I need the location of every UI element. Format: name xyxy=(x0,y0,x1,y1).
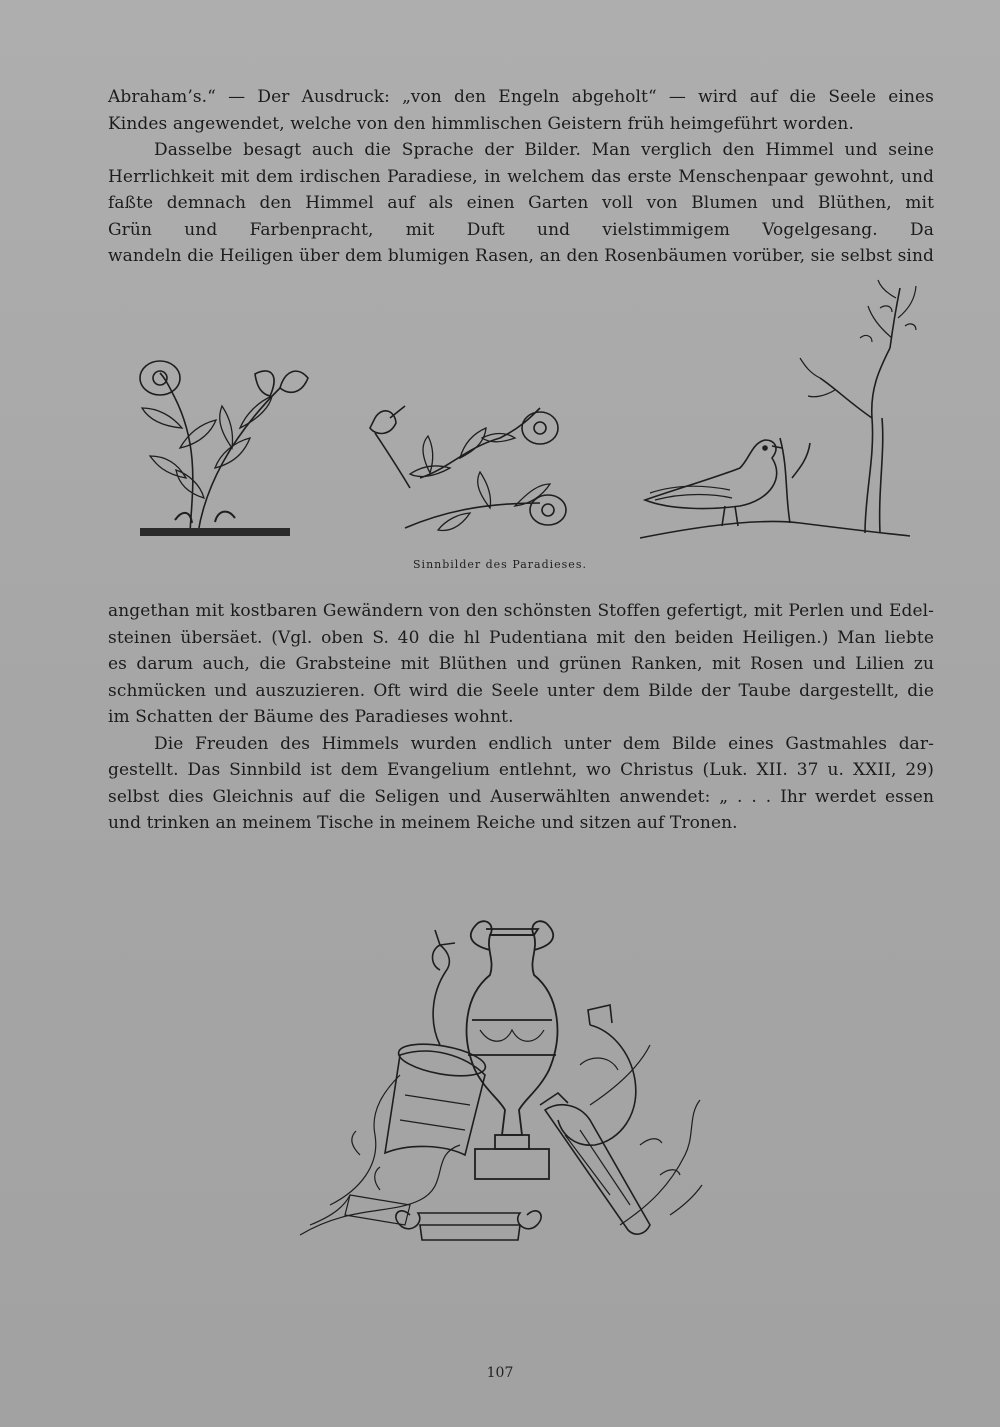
text-line: Kindes angewendet, welche von den himmlischen Geistern früh heimgeführt worden. xyxy=(108,113,854,134)
text-line: im Schatten der Bäume des Paradieses wohnt. xyxy=(108,707,514,727)
fallen-amphora-right xyxy=(540,1093,650,1234)
dove-and-tree xyxy=(640,280,916,538)
flower-plant-left xyxy=(140,361,308,536)
text-line: faßte demnach den Himmel auf als einen Garten voll von Blumen und Blüthen, mit xyxy=(108,193,934,213)
text-line: Grün und Farbenpracht, mit Duft und vielstimmigem Vogelgesang. Da xyxy=(108,219,934,240)
text-line: Dasselbe besagt auch die Sprache der Bilder. Man verglich den Himmel und seine xyxy=(154,140,934,160)
foliage xyxy=(300,1045,702,1235)
jug-left xyxy=(433,930,456,1045)
text-line: selbst dies Gleichnis auf die Seligen und Auserwählten anwendet: „ . . . Ihr werdet essen xyxy=(108,786,934,807)
text-line: Abraham’s.“ — Der Ausdruck: „von den Engeln abgeholt“ — wird auf die Seele eines xyxy=(108,87,934,107)
flowering-branch-middle xyxy=(370,406,566,530)
round-vase-right xyxy=(558,1005,636,1145)
text-line: Die Freuden des Himmels wurden endlich unter dem Bilde eines Gastmahles dar- xyxy=(154,733,934,754)
figure-caption: Sinnbilder des Paradieses. xyxy=(413,558,587,571)
column-capital xyxy=(345,1195,541,1240)
central-amphora xyxy=(467,921,558,1179)
page-number: 107 xyxy=(486,1365,514,1381)
text-line: Herrlichkeit mit dem irdischen Paradiese, in welchem das erste Menschenpaar gewohnt, und xyxy=(108,166,934,187)
text-line: es darum auch, die Grabsteine mit Blüthen und grünen Ranken, mit Rosen und Lilien zu xyxy=(108,654,934,674)
vessels-vignette-illustration xyxy=(290,905,710,1265)
text-line: wandeln die Heiligen über dem blumigen Rasen, an den Rosenbäumen vorüber, sie selbst sind xyxy=(108,246,934,266)
text-line: angethan mit kostbaren Gewändern von den schönsten Stoffen gefertigt, mit Perlen und Edel- xyxy=(108,601,934,621)
text-line: gestellt. Das Sinnbild ist dem Evangelium entlehnt, wo Christus (Luk. XII. 37 u. XXII, 29) xyxy=(108,760,934,780)
text-line: und trinken an meinem Tische in meinem Reiche und sitzen auf Tronen. xyxy=(108,813,738,833)
text-line: steinen übersäet. (Vgl. oben S. 40 die hl Pudentiana mit den beiden Heiligen.) Man liebte xyxy=(108,627,934,648)
fallen-cylinder-left xyxy=(385,1039,488,1155)
text-block-bottom xyxy=(108,598,934,837)
paradise-emblems-illustration xyxy=(120,278,920,563)
text-line: schmücken und auszuzieren. Oft wird die Seele unter dem Bilde der Taube dargestellt, die xyxy=(108,680,934,701)
text-block-top xyxy=(108,84,934,270)
